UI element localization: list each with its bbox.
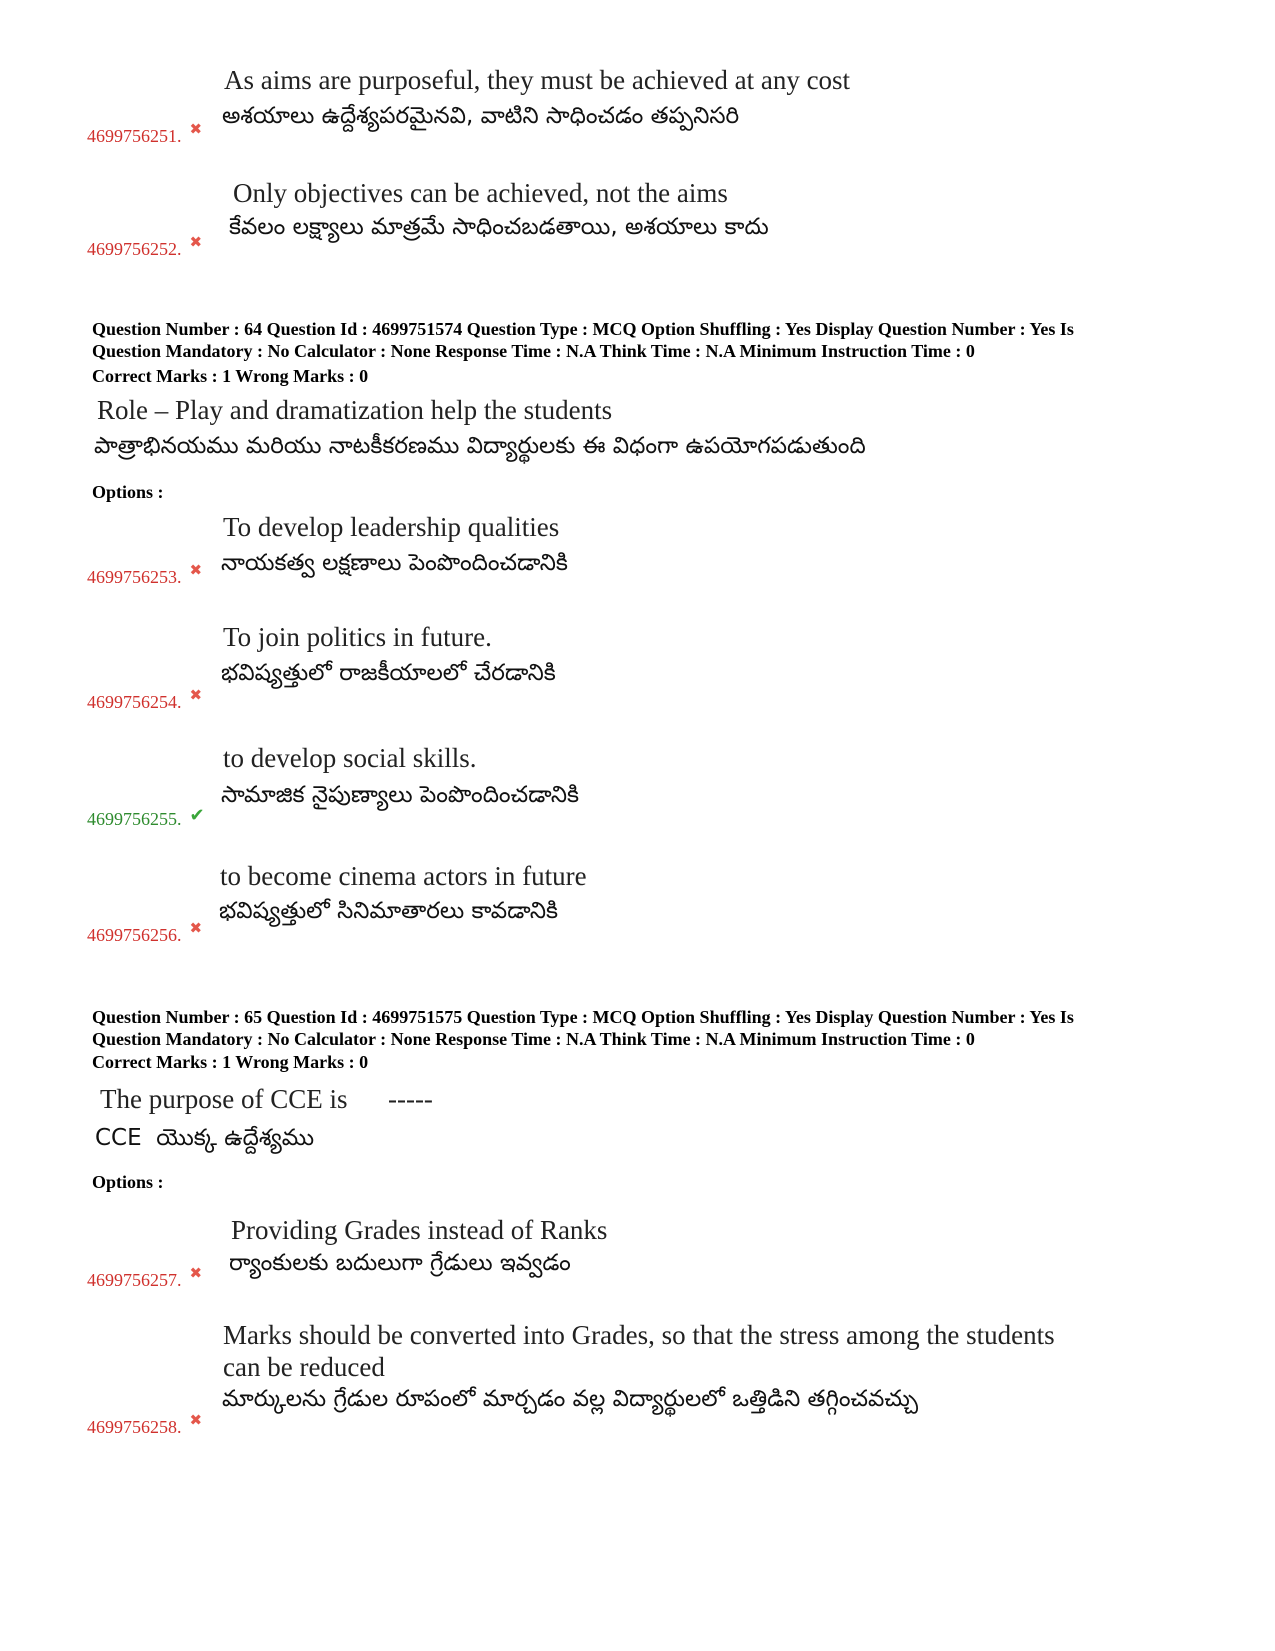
option-id: 4699756258. ✖ [87,1413,203,1437]
option-text-en: As aims are purposeful, they must be achieved at any cost [224,65,851,95]
option-text-te: భవిష్యత్తులో రాజకీయాలలో చేరడానికి [221,660,556,686]
question-text-te: CCE యొక్క ఉద్దేశ్యము [95,1125,315,1151]
marks-line: Correct Marks : 1 Wrong Marks : 0 [92,1052,369,1072]
meta-line: Question Mandatory : No Calculator : None Response Time : N.A Think Time : N.A Minimum Instruction Time : 0 [92,341,975,361]
cross-mark-icon: ✖ [189,921,203,937]
option-id: 4699756251. ✖ [87,122,203,146]
question-meta [92,318,1192,362]
option-text-te: ర్యాంకులకు బదులుగా గ్రేడులు ఇవ్వడం [229,1250,571,1276]
check-mark-icon: ✔ [189,805,205,825]
cross-mark-icon: ✖ [189,1266,203,1282]
option-text-en: Providing Grades instead of Ranks [231,1215,608,1245]
options-label: Options : [92,1172,164,1192]
option-text-te: భవిష్యత్తులో సినిమాతారలు కావడానికి [219,898,558,924]
option-text-te: అశయాలు ఉద్దేశ్యపరమైనవి, వాటిని సాధించడం తప్పనిసరి [222,103,740,129]
meta-line: Question Number : 65 Question Id : 4699751575 Question Type : MCQ Option Shuffling : Yes Display Question Number : Yes Is [92,1007,1074,1027]
option-text-en: Marks should be converted into Grades, so that the stress among the students [223,1320,1055,1350]
option-text-te: కేవలం లక్ష్యాలు మాత్రమే సాధించబడతాయి, అశయాలు కాదు [229,214,769,240]
option-text-te: సామాజిక నైపుణ్యాలు పెంపొందించడానికి [221,782,579,808]
option-text-en: to develop social skills. [223,743,477,773]
question-meta [92,1006,1192,1050]
question-text-en: Role – Play and dramatization help the students [97,395,613,425]
option-text-en: Only objectives can be achieved, not the aims [233,178,728,208]
cross-mark-icon: ✖ [189,1413,203,1429]
cross-mark-icon: ✖ [189,688,203,704]
option-text-en-cont: can be reduced [223,1352,385,1382]
option-text-te: నాయకత్వ లక్షణాలు పెంపొందించడానికి [221,550,568,576]
cross-mark-icon: ✖ [189,122,203,138]
option-id: 4699756252. ✖ [87,235,203,259]
option-id: 4699756255. ✔ [87,805,205,829]
question-text-te: పాత్రాభినయము మరియు నాటకీకరణము విద్యార్థులకు ఈ విధంగా ఉపయోగపడుతుంది [94,433,866,459]
option-text-en: to become cinema actors in future [220,861,587,891]
option-id: 4699756257. ✖ [87,1266,203,1290]
option-text-en: To develop leadership qualities [223,512,560,542]
option-text-en: To join politics in future. [223,622,492,652]
option-id: 4699756256. ✖ [87,921,203,945]
marks-line: Correct Marks : 1 Wrong Marks : 0 [92,366,369,386]
cross-mark-icon: ✖ [189,563,203,579]
option-text-te: మార్కులను గ్రేడుల రూపంలో మార్చడం వల్ల విద్యార్థులలో ఒత్తిడిని తగ్గించవచ్చు [222,1386,919,1412]
option-id: 4699756254. ✖ [87,688,203,712]
option-id: 4699756253. ✖ [87,563,203,587]
question-text-en: The purpose of CCE is ----- [100,1084,433,1114]
meta-line: Question Number : 64 Question Id : 4699751574 Question Type : MCQ Option Shuffling : Yes Display Question Number : Yes Is [92,319,1074,339]
options-label: Options : [92,482,164,502]
cross-mark-icon: ✖ [189,235,203,251]
meta-line: Question Mandatory : No Calculator : None Response Time : N.A Think Time : N.A Minimum Instruction Time : 0 [92,1029,975,1049]
